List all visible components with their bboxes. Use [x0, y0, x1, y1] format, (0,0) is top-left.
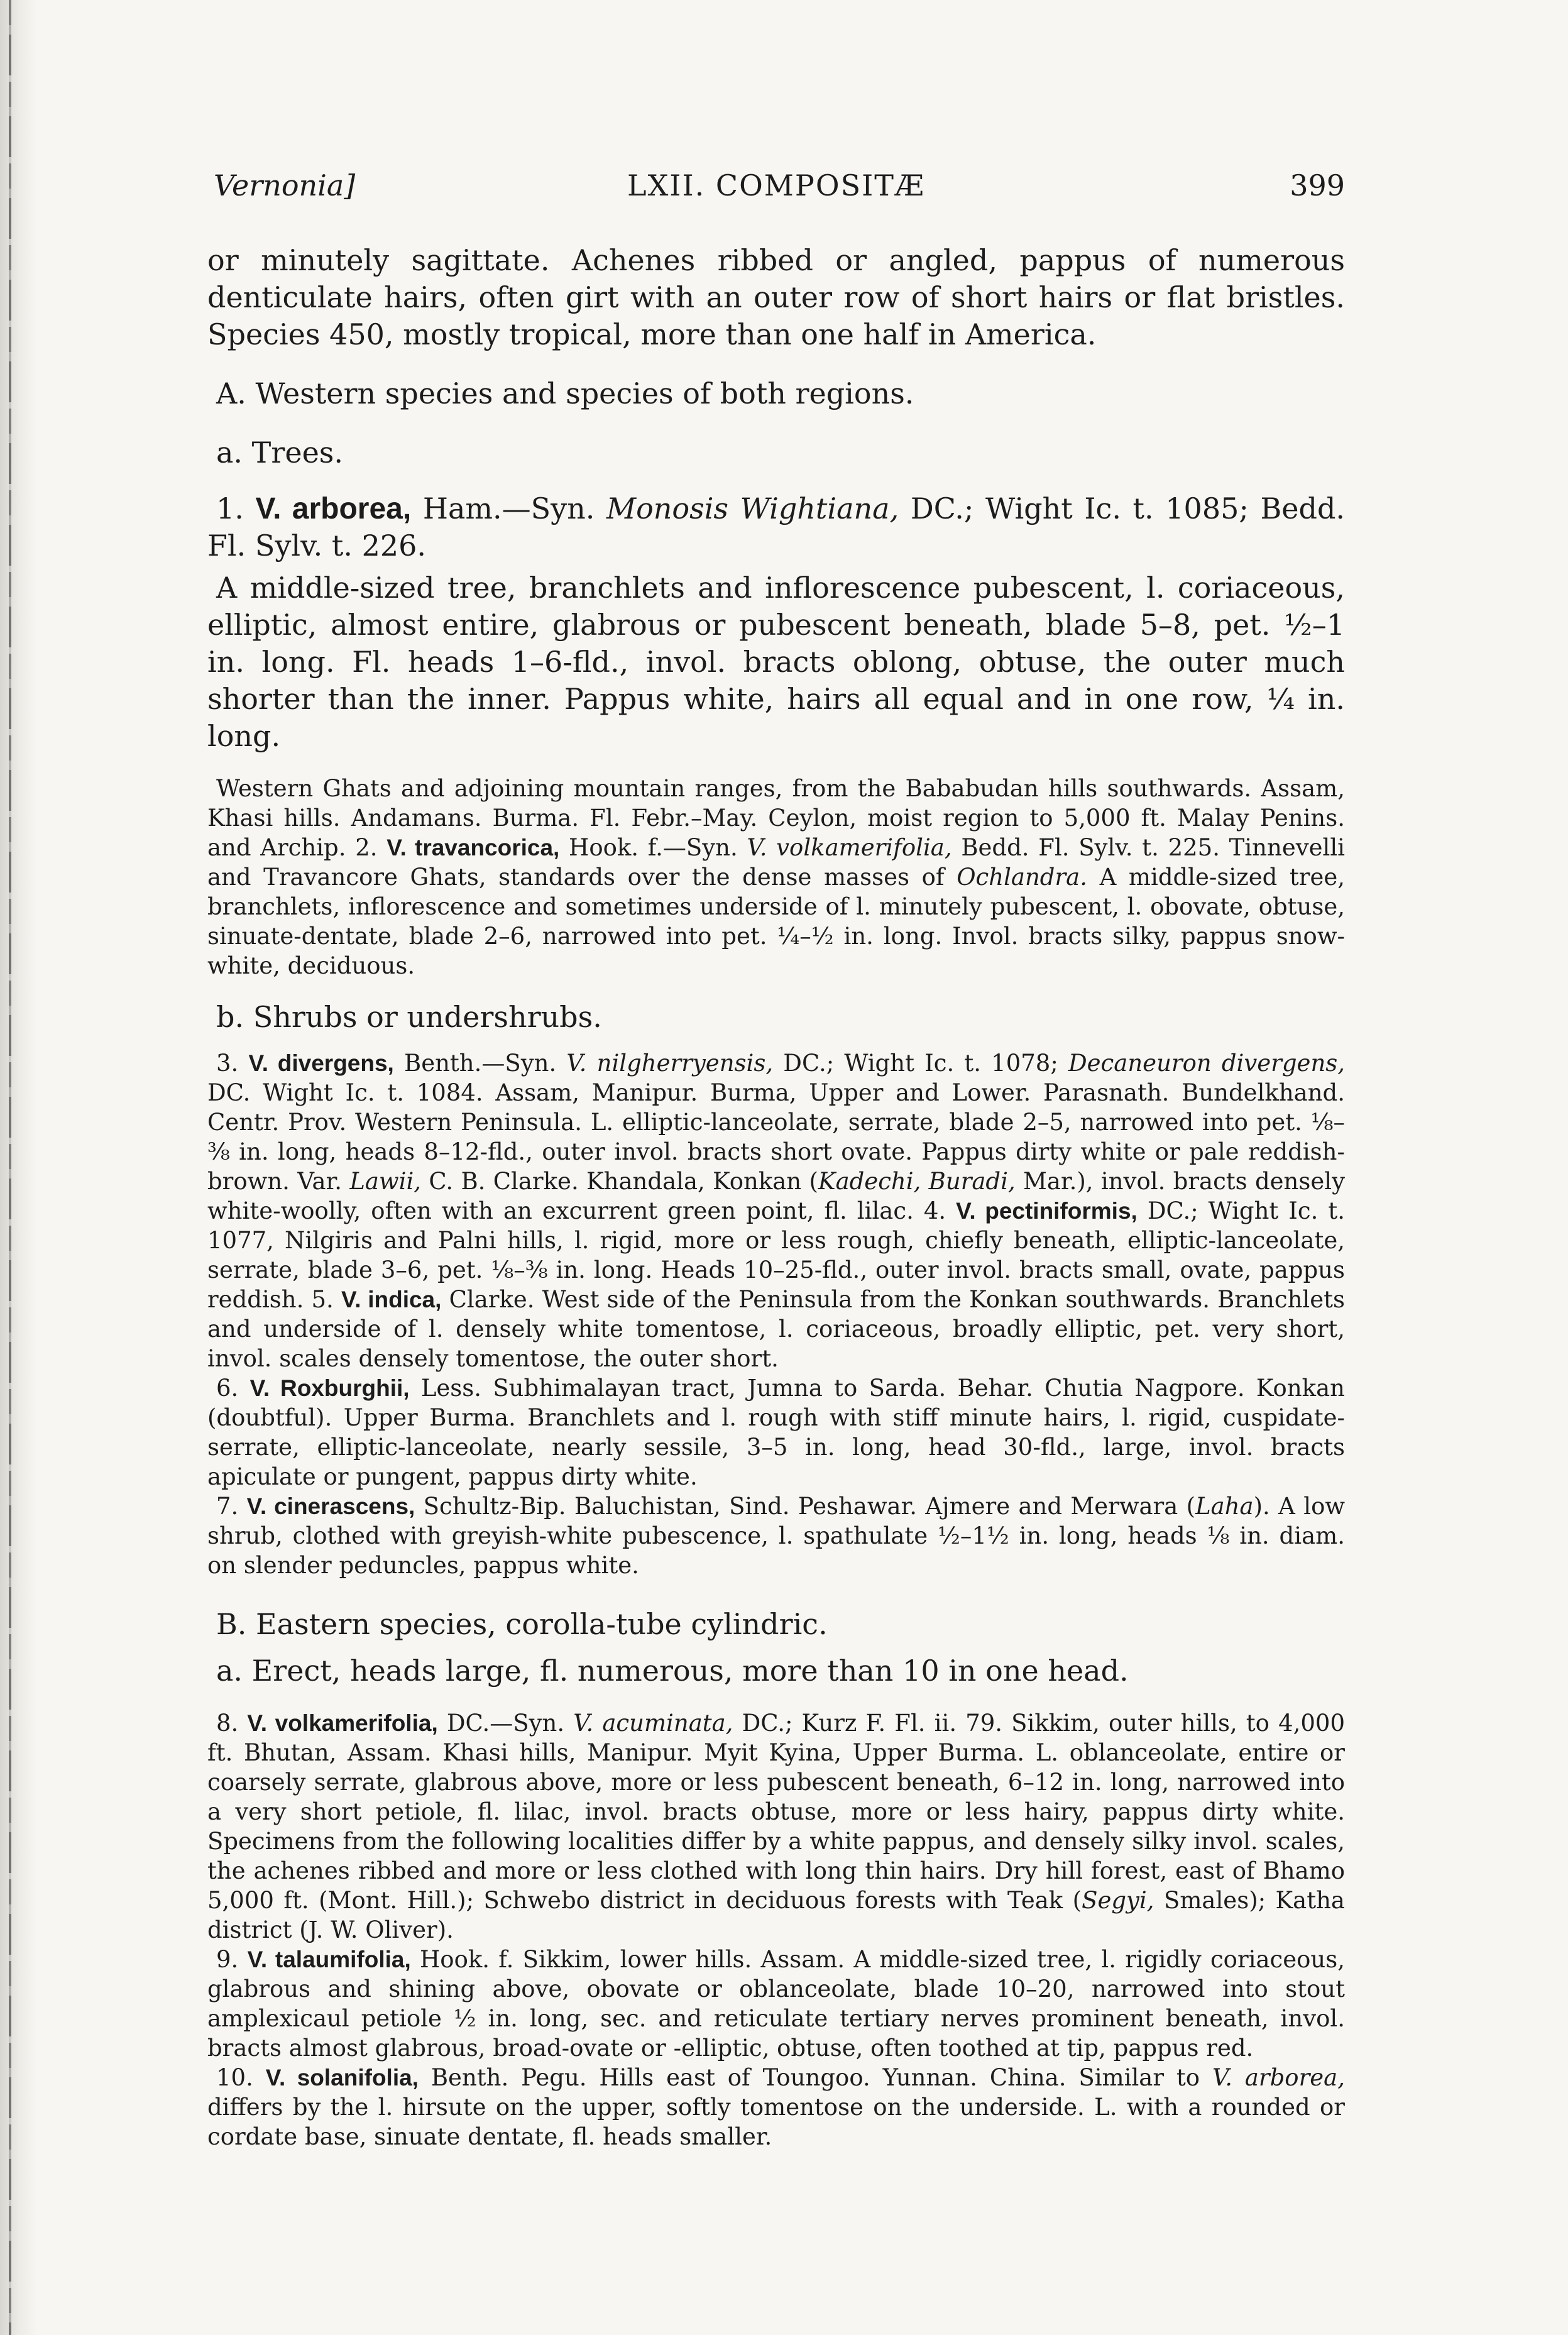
page-content	[207, 160, 1345, 2151]
species-name: V. talaumifolia,	[247, 1947, 411, 1972]
header-genus: Vernonia]	[214, 168, 356, 202]
header-family: LXII. COMPOSITÆ	[627, 168, 925, 202]
species-3-5-entry: 3. V. divergens, Benth.—Syn. V. nilgherryensis, DC.; Wight Ic. t. 1078; Decaneuron divergens, DC. Wight Ic. t. 1084. Assam, Manipur. Burma, Upper and Lower. Parasnath. Bundelkhand. Centr. Prov. Western Peninsula. L. elliptic-lanceolate, serrate, blade 2–5, narrowed into pet. ⅛–⅜ in. long, heads 8–12-fld., outer invol. bracts short ovate. Pappus dirty white or pale reddish-brown. Var. Lawii, C. B. Clarke. Khandala, Konkan (Kadechi, Buradi, Mar.), invol. bracts densely white-woolly, often with an excurrent green point, fl. lilac. 4. V. pectiniformis, DC.; Wight Ic. t. 1077, Nilgiris and Palni hills, l. rigid, more or less rough, chiefly beneath, elliptic-lanceolate, serrate, blade 3–6, pet. ⅛–⅜ in. long. Heads 10–25-fld., outer invol. bracts small, ovate, pappus reddish. 5. V. indica, Clarke. West side of the Peninsula from the Konkan southwards. Branchlets and underside of l. densely white tomentose, l. coriaceous, broadly elliptic, pet. very short, invol. scales densely tomentose, the outer short.	[207, 1050, 1346, 1372]
section-a-trees-heading: a. Trees.	[216, 436, 344, 470]
species-name: V. Roxburghii,	[249, 1375, 410, 1401]
species-10-entry: 10. V. solanifolia, Benth. Pegu. Hills east of Toungoo. Yunnan. China. Similar to V. arborea, differs by the l. hirsute on the upper, softly tomentose on the underside. L. with a rounded or cordate base, sinuate dentate, fl. heads smaller.	[207, 2064, 1345, 2150]
species-name: V. divergens,	[248, 1050, 394, 1076]
running-header	[207, 160, 1345, 211]
page-number: 399	[1290, 168, 1345, 202]
species-8-entry: 8. V. volkamerifolia, DC.—Syn. V. acuminata, DC.; Kurz F. Fl. ii. 79. Sikkim, outer hills, to 4,000 ft. Bhutan, Assam. Khasi hills, Manipur. Myit Kyina, Upper Burma. L. oblanceolate, entire or coarsely serrate, glabrous above, more or less pubescent beneath, 6–12 in. long, narrowed into a very short petiole, fl. lilac, invol. bracts obtuse, more or less hairy, pappus dirty white. Specimens from the following localities differ by a white pappus, and densely silky invol. scales, the achenes ribbed and more or less clothed with long thin hairs. Dry hill forest, east of Bhamo 5,000 ft. (Mont. Hill.); Schwebo district in deciduous forests with Teak (Segyi, Smales); Katha district (J. W. Oliver).	[207, 1710, 1345, 1943]
section-b-heading: B. Eastern species, corolla-tube cylindric.	[216, 1607, 828, 1641]
species-name: V. travancorica,	[387, 835, 560, 860]
binding-edge	[9, 0, 11, 2335]
species-9-entry: 9. V. talaumifolia, Hook. f. Sikkim, lower hills. Assam. A middle-sized tree, l. rigidly coriaceous, glabrous and shining above, obovate or oblanceolate, blade 10–20, narrowed into stout amplexicaul petiole ½ in. long, sec. and reticulate tertiary nerves prominent beneath, invol. bracts almost glabrous, broad-ovate or -elliptic, obtuse, often toothed at tip, pappus red.	[207, 1946, 1346, 2062]
species-name: V. solanifolia,	[265, 2065, 419, 2091]
species-name: V. pectiniformis,	[956, 1198, 1138, 1224]
section-a-heading: A. Western species and species of both regions.	[216, 376, 914, 410]
species-6-entry: 6. V. Roxburghii, Less. Subhimalayan tract, Jumna to Sarda. Behar. Chutia Nagpore. Konkan (doubtful). Upper Burma. Branchlets and l. rough with stiff minute hairs, l. rigid, cuspidate-serrate, elliptic-lanceolate, nearly sessile, 3–5 in. long, head 30-fld., large, invol. bracts apiculate or pungent, pappus dirty white.	[207, 1375, 1345, 1490]
species-1-heading: 1. V. arborea, Ham.—Syn. Monosis Wightiana, DC.; Wight Ic. t. 1085; Bedd. Fl. Sylv. t. 226.	[207, 492, 1346, 563]
species-name: V. cinerascens,	[246, 1493, 415, 1519]
intro-paragraph: or minutely sagittate. Achenes ribbed or angled, pappus of numerous denticulate hairs, often girt with an outer row of short hairs or flat bristles. Species 450, mostly tropical, more than one half in America.	[207, 243, 1345, 351]
section-a-shrubs-heading: b. Shrubs or undershrubs.	[216, 1000, 602, 1034]
species-name: V. arborea,	[255, 492, 412, 525]
species-name: V. volkamerifolia,	[247, 1710, 438, 1736]
species-1-distribution: Western Ghats and adjoining mountain ranges, from the Bababudan hills southwards. Assam, Khasi hills. Andamans. Burma. Fl. Febr.–May. Ceylon, moist region to 5,000 ft. Malay Penins. and Archip. 2. V. travancorica, Hook. f.—Syn. V. volkamerifolia, Bedd. Fl. Sylv. t. 225. Tinnevelli and Travancore Ghats, standards over the dense masses of Ochlandra. A middle-sized tree, branchlets, inflorescence and sometimes underside of l. minutely pubescent, l. obovate, obtuse, sinuate-dentate, blade 2–6, narrowed into pet. ¼–½ in. long. Invol. bracts silky, pappus snow-white, deciduous.	[207, 775, 1346, 979]
book-spine-shadow	[0, 0, 38, 2335]
species-name: V. indica,	[341, 1287, 442, 1312]
species-1-description: A middle-sized tree, branchlets and inflorescence pubescent, l. coriaceous, elliptic, almost entire, glabrous or pubescent beneath, blade 5–8, pet. ½–1 in. long. Fl. heads 1–6-fld., invol. bracts oblong, obtuse, the outer much shorter than the inner. Pappus white, hairs all equal and in one row, ¼ in. long.	[207, 571, 1345, 753]
species-7-entry: 7. V. cinerascens, Schultz-Bip. Baluchistan, Sind. Peshawar. Ajmere and Merwara (Laha). A low shrub, clothed with greyish-white pubescence, l. spathulate ½–1½ in. long, heads ⅛ in. diam. on slender peduncles, pappus white.	[207, 1493, 1346, 1579]
section-b-erect-heading: a. Erect, heads large, fl. numerous, more than 10 in one head.	[216, 1654, 1129, 1688]
